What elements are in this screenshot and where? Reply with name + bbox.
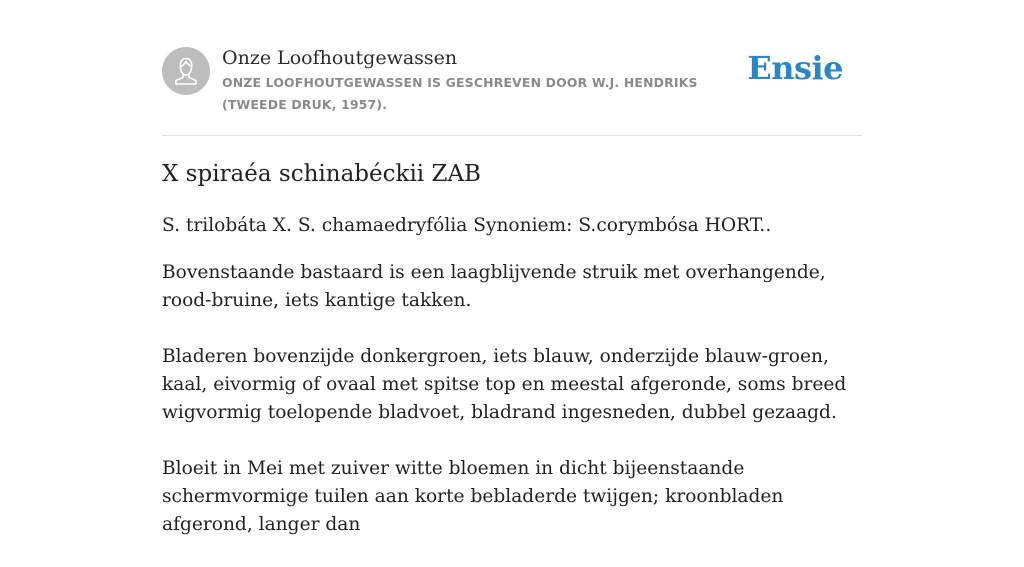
entry-title: X spiraéa schinabéckii ZAB	[162, 161, 481, 187]
body-paragraph: Bovenstaande bastaard is een laagblijvende struik met overhangende, rood-bruine, iets kantige takken.	[162, 262, 826, 311]
page	[162, 0, 862, 535]
entry-body	[162, 259, 862, 567]
user-silhouette-icon	[162, 47, 210, 95]
book-title[interactable]: Onze Loofhoutgewassen	[222, 47, 458, 69]
body-paragraph: Bladeren bovenzijde donkergroen, iets blauw, onderzijde blauw-groen, kaal, eivormig of ovaal met spitse top en meestal afgeronde, soms breed wigvormig toelopende bladvoet, bladrand ingesneden, dubbel gezaagd.	[162, 346, 847, 423]
synonym-line: S. trilobáta X. S. chamaedryfólia Synoniem: S.corymbósa HORT..	[162, 215, 772, 236]
avatar[interactable]	[162, 47, 210, 95]
body-paragraph: Bloeit in Mei met zuiver witte bloemen in dicht bijeenstaande schermvormige tuilen aan korte bebladerde twijgen; kroonbladen afgerond, langer dan	[162, 458, 784, 535]
book-subtitle: ONZE LOOFHOUTGEWASSEN IS GESCHREVEN DOOR W.J. HENDRIKS (TWEEDE DRUK, 1957).	[222, 75, 698, 112]
book-header	[162, 0, 862, 136]
ensie-logo[interactable]: Ensie	[747, 49, 843, 87]
